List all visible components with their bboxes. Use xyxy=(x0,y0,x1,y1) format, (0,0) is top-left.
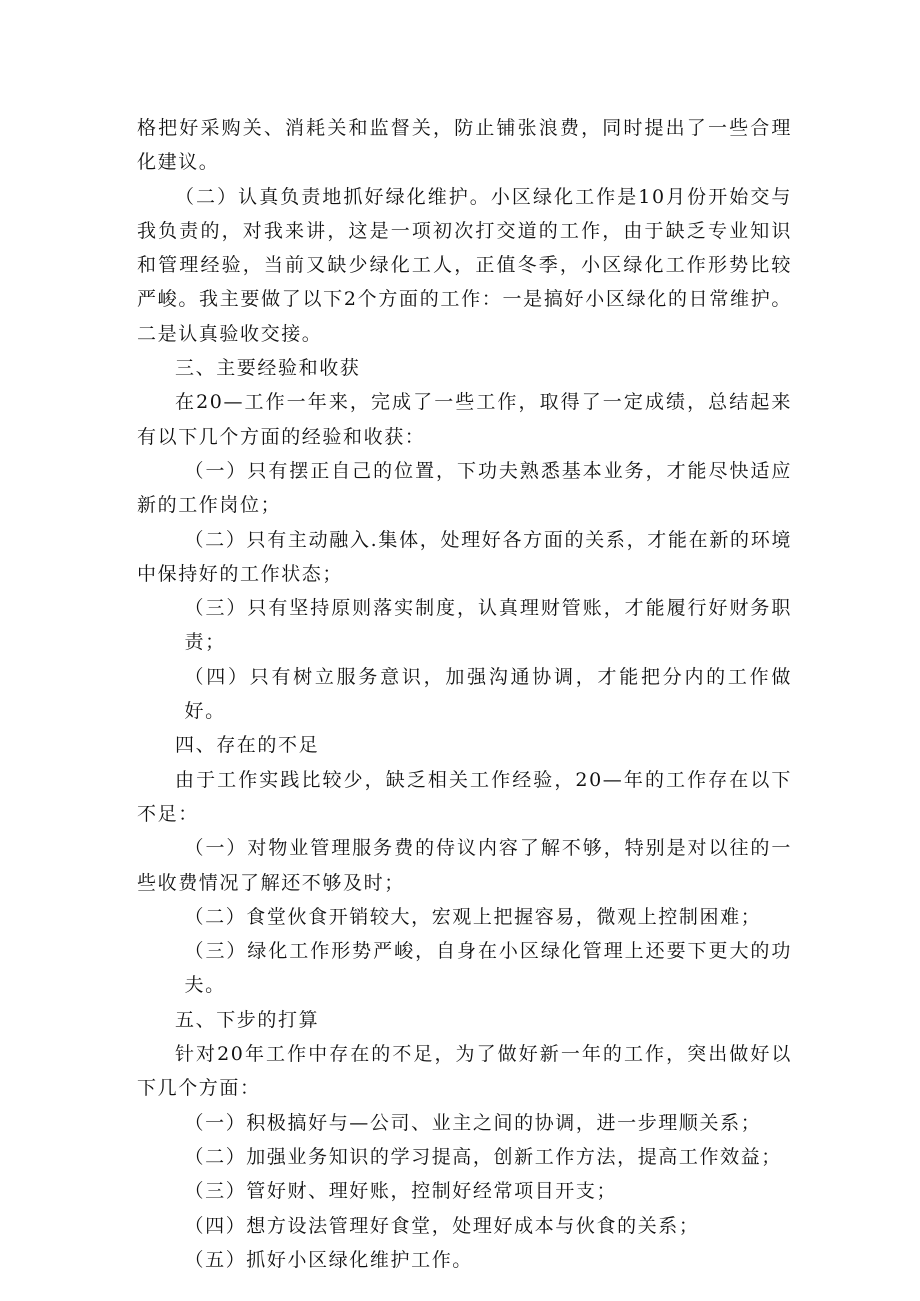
list-item-plan-2: （二）加强业务知识的学习提高，创新工作方法，提高工作效益； xyxy=(184,1145,782,1168)
section-heading-experience: 三、主要经验和收获 xyxy=(175,357,361,380)
paragraph-plans-intro: 针对20年工作中存在的不足，为了做好新一年的工作，突出做好以下几个方面： xyxy=(137,1043,792,1100)
paragraph-experience-intro: 在20—工作一年来，完成了一些工作，取得了一定成绩，总结起来有以下几个方面的经验和收获： xyxy=(137,391,792,448)
list-item-experience-1: （一）只有摆正自己的位置，下功夫熟悉基本业务，才能尽快适应新的工作岗位； xyxy=(137,459,792,517)
list-item-shortcoming-2: （二）食堂伙食开销较大，宏观上把握容易，微观上控制困难； xyxy=(184,905,762,928)
paragraph-continuation: 格把好采购关、消耗关和监督关，防止铺张浪费，同时提出了一些合理化建议。 xyxy=(137,117,792,174)
paragraph-shortcomings-intro: 由于工作实践比较少，缺乏相关工作经验，20—年的工作存在以下不足： xyxy=(137,768,792,825)
list-item-plan-4: （四）想方设法管理好食堂，处理好成本与伙食的关系； xyxy=(184,1214,700,1237)
list-item-plan-3: （三）管好财、理好账，控制好经常项目开支； xyxy=(184,1180,618,1203)
list-item-experience-4: （四）只有树立服务意识，加强沟通协调，才能把分内的工作做好。 xyxy=(184,665,792,723)
document-body xyxy=(137,111,792,1277)
list-item-plan-5: （五）抓好小区绿化维护工作。 xyxy=(184,1248,473,1271)
list-item-plan-1: （一）积极搞好与—公司、业主之间的协调，进一步理顺关系； xyxy=(184,1111,762,1134)
section-heading-plans: 五、下步的打算 xyxy=(175,1008,320,1031)
section-heading-shortcomings: 四、存在的不足 xyxy=(175,734,320,757)
paragraph-greening-maintenance: （二）认真负责地抓好绿化维护。小区绿化工作是10月份开始交与我负责的，对我来讲，这是一项初次打交道的工作，由于缺乏专业知识和管理经验，当前又缺少绿化工人，正值冬季，小区绿化工作形势比较严峻。我主要做了以下2个方面的工作：一是搞好小区绿化的日常维护。二是认真验收交接。 xyxy=(137,185,792,345)
list-item-shortcoming-3: （三）绿化工作形势严峻，自身在小区绿化管理上还要下更大的功夫。 xyxy=(184,940,792,997)
list-item-experience-2: （二）只有主动融入.集体，处理好各方面的关系，才能在新的环境中保持好的工作状态； xyxy=(137,528,792,585)
list-item-experience-3: （三）只有坚持原则落实制度，认真理财管账，才能履行好财务职责； xyxy=(184,597,792,654)
list-item-shortcoming-1: （一）对物业管理服务费的侍议内容了解不够，特别是对以往的一些收费情况了解还不够及时； xyxy=(137,837,792,894)
